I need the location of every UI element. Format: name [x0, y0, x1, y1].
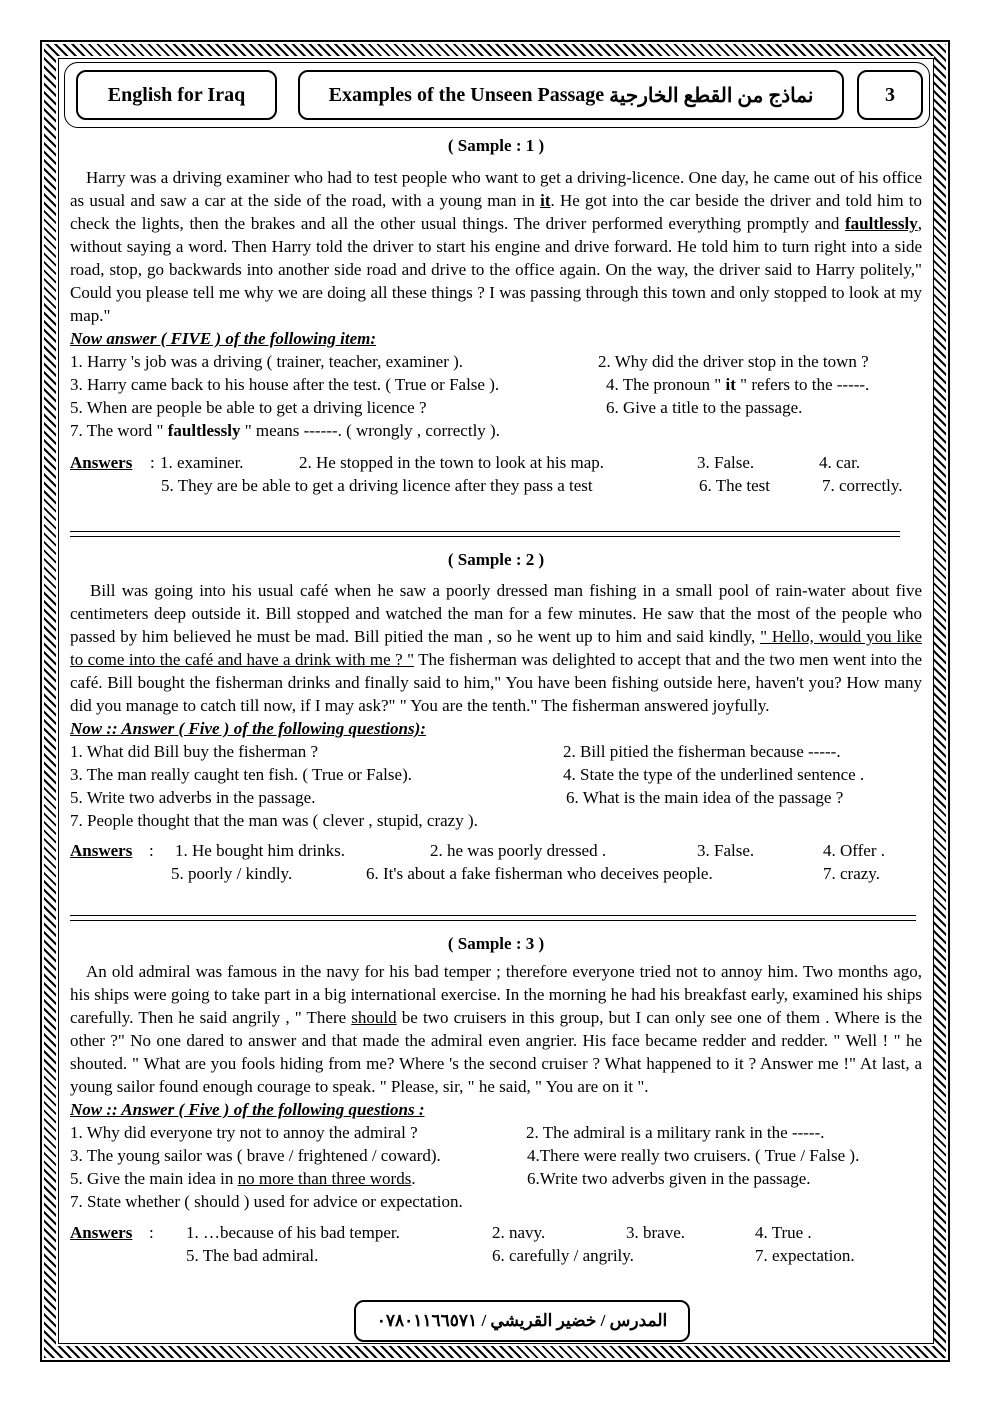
sample2-a5: 5. poorly / kindly. — [171, 864, 293, 883]
sample2-q7: 7. People thought that the man was ( clever , stupid, crazy ). — [70, 811, 478, 830]
sample2-answers-row1: Answers : 1. He bought him drinks. 2. he was poorly dressed . 3. False. 4. Offer . — [70, 841, 885, 860]
sample3-a2: 2. navy. — [492, 1223, 546, 1242]
sample1-q-row2 — [70, 373, 922, 396]
sample1-q-row3 — [70, 396, 922, 419]
sample2-p1: Bill was going into his usual café when he saw a poorly dressed man fishing in a small pool of rain-water about five centimeters deep outside it. Bill stopped and watched the man for a few minutes. He saw that the most of the people who passed by him believed he must be mad. Bill pitied the man , so he went up to him and said kindly, — [70, 581, 922, 646]
sample1-q7c: " means ------. ( wrongly , correctly ). — [240, 421, 500, 440]
sample1 — [70, 134, 922, 497]
sample3-a1: 1. …because of his bad temper. — [186, 1223, 400, 1242]
sample2-instruction: Now :: Answer ( Five ) of the following questions): — [70, 719, 426, 738]
sample3-q4: 4.There were really two cruisers. ( True / False ). — [527, 1146, 860, 1165]
sample3-answers-row2 — [70, 1244, 922, 1267]
sample2-q-row2 — [70, 763, 922, 786]
sample2-q1: 1. What did Bill buy the fisherman ? — [70, 742, 319, 761]
sample1-q4b: it — [725, 375, 736, 394]
sample3-q5 — [70, 1167, 416, 1190]
sample2 — [70, 548, 922, 885]
sample1-faultlessly: faultlessly — [845, 214, 918, 233]
header-title — [298, 70, 844, 120]
sample3-a4: 4. True . — [755, 1223, 812, 1242]
sample3-a6: 6. carefully / angrily. — [492, 1246, 634, 1265]
sample2-q5: 5. Write two adverbs in the passage. — [70, 788, 316, 807]
sample2-a4: 4. Offer . — [823, 841, 885, 860]
sample3-q-row4 — [70, 1190, 922, 1213]
sample2-underlined-sentence: " Hello, would you like to come into the café and have a drink with me ? " — [70, 627, 922, 669]
sample3-a3: 3. brave. — [626, 1223, 686, 1242]
sample2-answers-row2 — [70, 862, 922, 885]
sample1-q7 — [70, 419, 500, 442]
sample3-p2: be two cruisers in this group, but I can only see one of them . Where is the other ?" No one dared to answer and that made the admiral even angrier. His face became redder and redder. " Well ! " he shouted. " What are you fools hiding from me? Where 's the second cruiser ? What happened to it ? Answer me !" At last, a young sailor found enough courage to speak. " Please, sir, " he said, " You are on it ". — [70, 1008, 922, 1096]
sample1-p1: Harry was a driving examiner who had to test people who want to get a driving-licence. One day, he came out of his office as usual and saw a car at the side of the road, with a young man in — [70, 168, 922, 210]
sample3-p1: An old admiral was famous in the navy for his bad temper ; therefore everyone tried not to annoy him. Two months ago, his ships were going to take part in a big international exercise. In the morning he had his breakfast early, examined his ships carefully. Then he said angrily , " There — [70, 962, 922, 1027]
sample1-p2: . He got into the car beside the driver and told him to check the lights, then the brakes and all the other usual things. The driver performed everything promptly and — [70, 191, 922, 233]
sample1-q2: 2. Why did the driver stop in the town ? — [598, 352, 869, 371]
sample1-title: ( Sample : 1 ) — [447, 136, 545, 155]
sample1-a3: 3. False. — [697, 453, 755, 472]
sample3-title: ( Sample : 3 ) — [447, 934, 545, 953]
sample1-q4a: 4. The pronoun " — [606, 375, 726, 394]
sample3-q-row2 — [70, 1144, 922, 1167]
sample1-answers-label: Answers — [70, 453, 133, 472]
sample3-answers-label: Answers — [70, 1223, 133, 1242]
sample2-q-row3 — [70, 786, 922, 809]
teacher-footer — [354, 1300, 690, 1342]
sample1-passage — [70, 166, 922, 327]
sample1-p3: , without saying a word. Then Harry told the driver to start his engine and drive forward. He told him to turn right into a side road, stop, go backwards into another side road and drive to the office again. On the way, the driver said to Harry politely," Could you please tell me why we are doing all these things ? I was passing through this town and only stopped to look at my map." — [70, 214, 922, 325]
sample2-a6: 6. It's about a fake fisherman who deceives people. — [366, 864, 713, 883]
sample1-a2: 2. He stopped in the town to look at his map. — [299, 453, 605, 472]
sample3-should: should — [351, 1008, 397, 1027]
sample1-q-row4 — [70, 419, 922, 442]
page-number-text: 3 — [885, 83, 895, 106]
sample2-answers-label: Answers — [70, 841, 133, 860]
sample2-q3: 3. The man really caught ten fish. ( True or False). — [70, 765, 412, 784]
sample1-q-row1 — [70, 350, 922, 373]
sample3-q3: 3. The young sailor was ( brave / frightened / coward). — [70, 1146, 441, 1165]
sample3-answers-row1: Answers : 1. …because of his bad temper. 2. navy. 3. brave. 4. True . — [70, 1223, 812, 1242]
sample3-q-row3 — [70, 1167, 922, 1190]
sample3-q7: 7. State whether ( should ) used for advice or expectation. — [70, 1192, 463, 1211]
sample2-q2: 2. Bill pitied the fisherman because -----. — [563, 742, 841, 761]
sample1-a4: 4. car. — [819, 453, 861, 472]
sample1-a5: 5. They are be able to get a driving licence after they pass a test — [161, 476, 593, 495]
sample1-q4c: " refers to the -----. — [735, 375, 870, 394]
sample3-a5: 5. The bad admiral. — [186, 1246, 319, 1265]
sample1-it: it — [540, 191, 551, 210]
sample2-q-row1 — [70, 740, 922, 763]
sample3-passage — [70, 960, 922, 1098]
divider-1 — [70, 531, 900, 537]
sample3 — [70, 932, 922, 1267]
sample2-title: ( Sample : 2 ) — [447, 550, 545, 569]
sample3-q5b: no more than three words — [237, 1169, 412, 1188]
sample2-a2: 2. he was poorly dressed . — [430, 841, 607, 860]
sample1-q7a: 7. The word " — [70, 421, 168, 440]
teacher-footer-text: المدرس / خضير القريشي / ٠٧٨٠١١٦٦٥٧١ — [376, 1311, 668, 1330]
sample2-passage — [70, 579, 922, 717]
sample1-q4 — [606, 373, 869, 396]
sample1-instruction: Now answer ( FIVE ) of the following item: — [70, 329, 377, 348]
sample1-a7: 7. correctly. — [822, 476, 903, 495]
header-title-en: Examples of the Unseen Passage — [328, 83, 605, 106]
sample1-answers-row1: Answers : 1. examiner. 2. He stopped in the town to look at his map. 3. False. 4. car. — [70, 453, 861, 472]
sample1-a1: 1. examiner. — [160, 453, 244, 472]
page-number — [857, 70, 923, 120]
sample2-a3: 3. False. — [697, 841, 755, 860]
header-subject — [76, 70, 277, 120]
sample1-a6: 6. The test — [699, 476, 770, 495]
sample3-q5c: . — [411, 1169, 416, 1188]
sample3-q2: 2. The admiral is a military rank in the -----. — [526, 1123, 825, 1142]
sample3-instruction: Now :: Answer ( Five ) of the following questions : — [70, 1100, 425, 1119]
sample1-q5: 5. When are people be able to get a driving licence ? — [70, 398, 427, 417]
sample2-q4: 4. State the type of the underlined sentence . — [563, 765, 865, 784]
header-title-ar: نماذج من القطع الخارجية — [609, 84, 814, 107]
sample2-a1: 1. He bought him drinks. — [175, 841, 345, 860]
sample1-answers-row2 — [70, 474, 922, 497]
sample1-q7b: faultlessly — [167, 421, 241, 440]
header-subject-text: English for Iraq — [107, 83, 246, 106]
sample2-q6: 6. What is the main idea of the passage ? — [566, 788, 844, 807]
sample1-q1: 1. Harry 's job was a driving ( trainer, teacher, examiner ). — [70, 352, 464, 371]
sample3-q-row1 — [70, 1121, 922, 1144]
divider-2 — [70, 915, 916, 921]
sample1-q6: 6. Give a title to the passage. — [606, 398, 803, 417]
sample3-a7: 7. expectation. — [755, 1246, 855, 1265]
sample1-q3: 3. Harry came back to his house after the test. ( True or False ). — [70, 375, 500, 394]
sample3-q1: 1. Why did everyone try not to annoy the admiral ? — [70, 1123, 418, 1142]
sample2-q-row4 — [70, 809, 922, 832]
sample2-p2: The fisherman was delighted to accept that and the two men went into the café. Bill bought the fisherman drinks and finally said to him," You have been fishing outside here, haven't you? How many did you manage to catch till now, if I may ask?" " You are the tenth." The fisherman answered joyfully. — [70, 650, 923, 715]
sample3-q5a: 5. Give the main idea in — [70, 1169, 238, 1188]
sample2-a7: 7. crazy. — [823, 864, 880, 883]
sample3-q6: 6.Write two adverbs given in the passage. — [527, 1169, 811, 1188]
